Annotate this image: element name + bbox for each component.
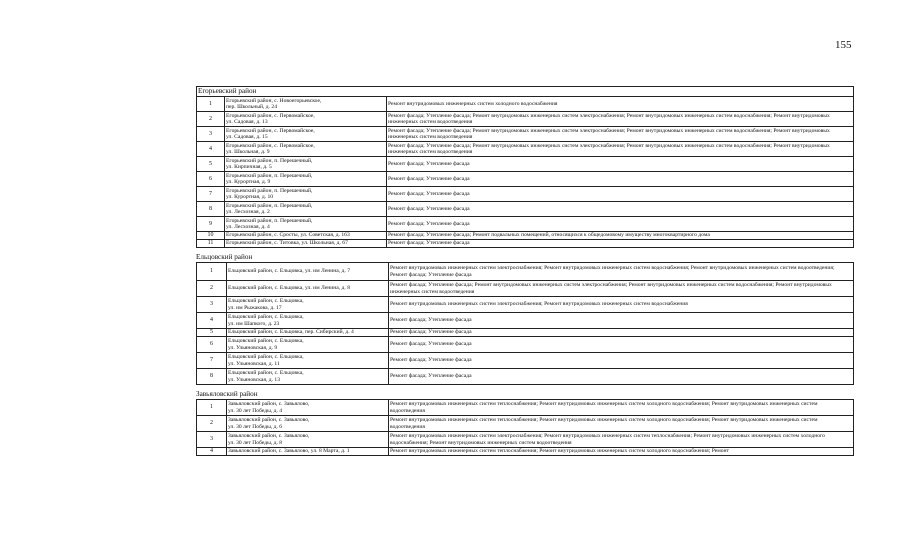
row-number: 1 (197, 97, 225, 112)
address-cell: Егорьевский район, с. Первомайское, ул. Школьная, д. 9 (225, 142, 387, 157)
address-cell: Ельцовский район, с. Ельцовка, пер. Сибирский, д. 4 (227, 329, 389, 337)
row-number: 3 (197, 127, 225, 142)
address-cell: Ельцовский район, с. Ельцовка, ул. им Ленина, д. 8 (227, 281, 389, 297)
table-row (197, 232, 854, 240)
district-table (196, 399, 854, 456)
works-cell: Ремонт внутридомовых инженерных систем теплоснабжения; Ремонт внутридомовых инженерных систем холодного водоснабжения; Ремонт внутридомовых инженерных систем водоотведения (389, 400, 854, 416)
table-row (197, 432, 854, 448)
row-number: 7 (197, 187, 225, 202)
works-cell: Ремонт фасада; Утепление фасада (387, 172, 854, 187)
works-cell: Ремонт фасада; Утепление фасада (387, 240, 854, 248)
row-number: 11 (197, 240, 225, 248)
table-row (197, 142, 854, 157)
address-cell: Ельцовский район, с. Ельцовка, ул. Ульяновская, д. 9 (227, 337, 389, 353)
works-cell: Ремонт внутридомовых инженерных систем теплоснабжения; Ремонт внутридомовых инженерных систем холодного водоснабжения; Ремонт (389, 448, 854, 456)
row-number: 2 (197, 281, 227, 297)
district-section-zavyalovsky (196, 390, 854, 456)
works-cell: Ремонт фасада; Утепление фасада (389, 369, 854, 385)
address-cell: Егорьевский район, с. Первомайское, ул. Садовая, д. 15 (225, 127, 387, 142)
table-row (197, 297, 854, 313)
table-row (197, 172, 854, 187)
table-row (197, 157, 854, 172)
table-row (197, 329, 854, 337)
works-cell: Ремонт фасада; Утепление фасада (387, 187, 854, 202)
district-section-eltsovsky (196, 253, 854, 385)
table-row (197, 448, 854, 456)
row-number: 10 (197, 232, 225, 240)
row-number: 1 (197, 263, 227, 281)
table-row (197, 202, 854, 217)
address-cell: Егорьевский район, с. Первомайское, ул. Садовая, д. 13 (225, 112, 387, 127)
address-cell: Ельцовский район, с. Ельцовка, ул. Ульяновская, д. 11 (227, 353, 389, 369)
works-cell: Ремонт фасада; Утепление фасада; Ремонт внутридомовых инженерных систем электроснабжения; Ремонт внутридомовых инженерных систем водоснабжения; Ремонт внутридомовых инженерных систем водоотведения (387, 142, 854, 157)
address-cell: Егорьевский район, п. Перешечный, ул. Лесхозная, д. 4 (225, 217, 387, 232)
row-number: 6 (197, 172, 225, 187)
address-cell: Завьяловский район, с. Завьялово, ул. 30 лет Победы, д. 6 (227, 416, 389, 432)
table-row (197, 187, 854, 202)
table-row (197, 127, 854, 142)
works-cell: Ремонт фасада; Утепление фасада; Ремонт внутридомовых инженерных систем электроснабжения; Ремонт внутридомовых инженерных систем водоснабжения; Ремонт внутридомовых инженерных систем водоотведения (389, 281, 854, 297)
works-cell: Ремонт фасада; Утепление фасада; Ремонт внутридомовых инженерных систем электроснабжения; Ремонт внутридомовых инженерных систем водоснабжения; Ремонт внутридомовых инженерных систем водоотведения (387, 127, 854, 142)
address-cell: Завьяловский район, с. Завьялово, ул. 8 Марта, д. 1 (227, 448, 389, 456)
address-cell: Егорьевский район, п. Перешечный, ул. Кирпичная, д. 5 (225, 157, 387, 172)
district-table (196, 96, 854, 248)
works-cell: Ремонт фасада; Утепление фасада (387, 217, 854, 232)
address-cell: Егорьевский район, п. Перешечный, ул. Лесхозная, д. 2 (225, 202, 387, 217)
row-number: 3 (197, 432, 227, 448)
table-row (197, 313, 854, 329)
table-row (197, 369, 854, 385)
works-cell: Ремонт внутридомовых инженерных систем электроснабжения; Ремонт внутридомовых инженерных систем водоснабжения (389, 297, 854, 313)
row-number: 6 (197, 337, 227, 353)
works-cell: Ремонт внутридомовых инженерных систем холодного водоснабжения (387, 97, 854, 112)
works-document (196, 86, 854, 456)
row-number: 4 (197, 142, 225, 157)
address-cell: Завьяловский район, с. Завьялово, ул. 30 лет Победы, д. 8 (227, 432, 389, 448)
works-cell: Ремонт фасада; Утепление фасада (389, 337, 854, 353)
district-title: Егорьевский район (196, 86, 854, 96)
table-row (197, 416, 854, 432)
address-cell: Ельцовский район, с. Ельцовка, ул. им Шапкого, д. 23 (227, 313, 389, 329)
table-row (197, 97, 854, 112)
row-number: 4 (197, 313, 227, 329)
row-number: 8 (197, 202, 225, 217)
row-number: 1 (197, 400, 227, 416)
address-cell: Егорьевский район, п. Перешечный, ул. Курортная, д. 10 (225, 187, 387, 202)
works-cell: Ремонт фасада; Утепление фасада; Ремонт подвальных помещений, относящихся к общедомовому имуществу многоквартирного дома (387, 232, 854, 240)
table-row (197, 112, 854, 127)
district-title: Завьяловский район (196, 390, 258, 398)
address-cell: Ельцовский район, с. Ельцовка, ул. Ульяновская, д. 13 (227, 369, 389, 385)
table-row (197, 400, 854, 416)
district-table (196, 262, 854, 385)
address-cell: Завьяловский район, с. Завьялово, ул. 30 лет Победы, д. 4 (227, 400, 389, 416)
address-cell: Егорьевский район, с. Новоегорьевское, пер. Школьный, д. 24 (225, 97, 387, 112)
works-cell: Ремонт внутридомовых инженерных систем теплоснабжения; Ремонт внутридомовых инженерных систем холодного водоснабжения; Ремонт внутридомовых инженерных систем водоотведения (389, 416, 854, 432)
works-cell: Ремонт внутридомовых инженерных систем электроснабжения; Ремонт внутридомовых инженерных систем теплоснабжения; Ремонт внутридомовых инженерных систем холодного водоснабжения; Ремонт внутридомовых инженерных систем водоотведения (389, 432, 854, 448)
district-section-egorievsky (196, 86, 854, 248)
row-number: 9 (197, 217, 225, 232)
works-cell: Ремонт внутридомовых инженерных систем электроснабжения; Ремонт внутридомовых инженерных систем водоснабжения; Ремонт внутридомовых инженерных систем водоотведения; Ремонт фасада; Утепление фасада (389, 263, 854, 281)
address-cell: Ельцовский район, с. Ельцовка, ул. им Ленина, д. 7 (227, 263, 389, 281)
works-cell: Ремонт фасада; Утепление фасада (389, 329, 854, 337)
row-number: 4 (197, 448, 227, 456)
row-number: 2 (197, 112, 225, 127)
row-number: 5 (197, 157, 225, 172)
table-row (197, 217, 854, 232)
row-number: 2 (197, 416, 227, 432)
district-title: Ельцовский район (196, 253, 253, 261)
row-number: 8 (197, 369, 227, 385)
table-row (197, 353, 854, 369)
row-number: 3 (197, 297, 227, 313)
table-row (197, 281, 854, 297)
table-row (197, 240, 854, 248)
address-cell: Ельцовский район, с. Ельцовка, ул. им Рыжакова, д. 17 (227, 297, 389, 313)
works-cell: Ремонт фасада; Утепление фасада; Ремонт внутридомовых инженерных систем электроснабжения; Ремонт внутридомовых инженерных систем водоснабжения; Ремонт внутридомовых инженерных систем водоотведения (387, 112, 854, 127)
works-cell: Ремонт фасада; Утепление фасада (387, 157, 854, 172)
address-cell: Егорьевский район, п. Перешечный, ул. Курортная, д. 9 (225, 172, 387, 187)
works-cell: Ремонт фасада; Утепление фасада (387, 202, 854, 217)
table-row (197, 263, 854, 281)
row-number: 5 (197, 329, 227, 337)
page-number: 155 (835, 39, 852, 51)
works-cell: Ремонт фасада; Утепление фасада (389, 313, 854, 329)
works-cell: Ремонт фасада; Утепление фасада (389, 353, 854, 369)
address-cell: Егорьевский район, с. Титовка, ул. Школьная, д. 67 (225, 240, 387, 248)
table-row (197, 337, 854, 353)
address-cell: Егорьевский район, с. Сросты, ул. Советская, д. 163 (225, 232, 387, 240)
row-number: 7 (197, 353, 227, 369)
